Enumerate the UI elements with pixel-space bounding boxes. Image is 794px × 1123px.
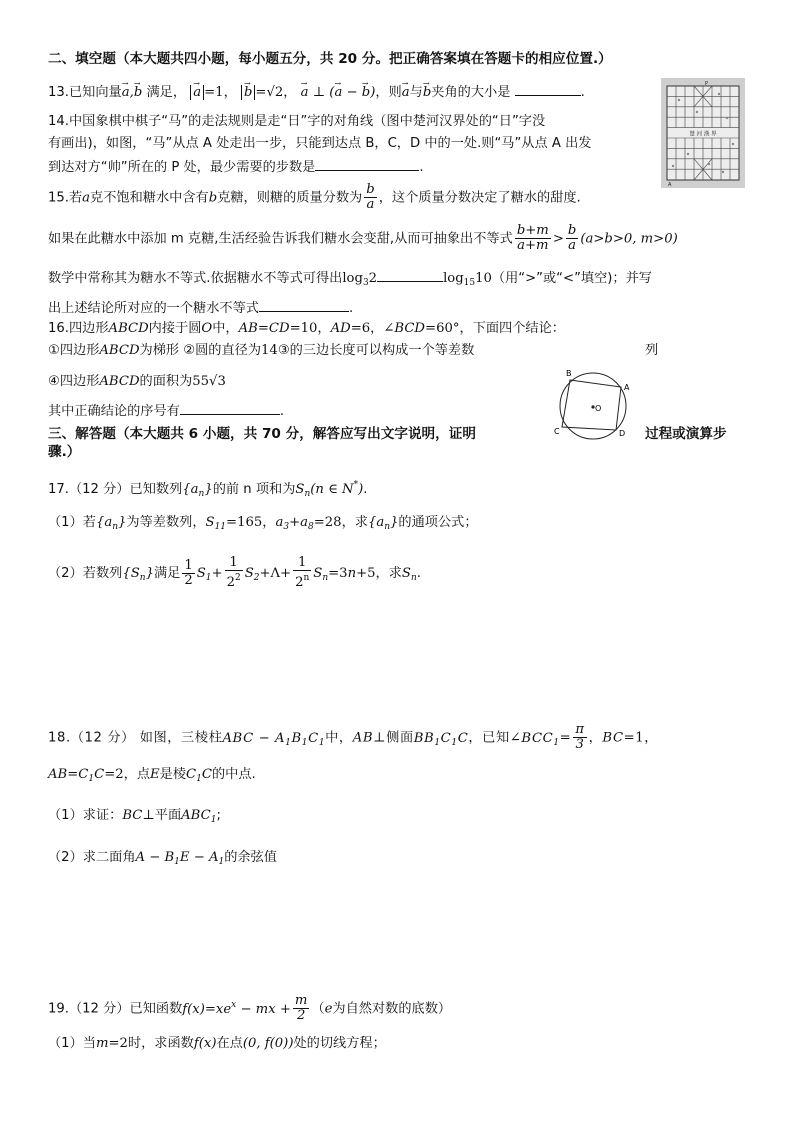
question-14-line-3: 到达对方“帅”所在的 P 处，最少需要的步数是 . — [48, 157, 424, 177]
question-17-part-2: （2）若数列$\{S_n\}$满足 $\frac{1}{2}$ $S_1+$ $\frac{1}{2^2}$ $S_2+\Lambda+$ $\frac{1}{2^n}$ $S_n=3n+5$，求$S_n$. — [48, 555, 421, 590]
question-19-stem: 19.（12 分）已知函数$f(x)=xe^x$ − mx + $\frac{m}{2}$ （e为自然对数的底数） — [48, 993, 452, 1023]
question-17-part-1: （1）若$\{a_n\}$为等差数列，$S_{11}=165$，$a_3+a_8=28$，求$\{a_n\}$的通项公式； — [48, 515, 478, 532]
circle-label-c: C — [554, 427, 560, 436]
question-14-line-1: 14.中国象棋中棋子“马”的走法规则是走“日”字的对角线（图中楚河汉界处的“日”字没 — [48, 114, 546, 129]
chess-label-a: A — [668, 182, 672, 188]
circle-label-d: D — [619, 429, 626, 438]
question-15-line-1: 15.若a克不饱和糖水中含有b克糖，则糖的质量分数为 $\frac{b}{a}$ ，这个质量分数决定了糖水的甜度. — [48, 182, 581, 212]
question-16-line-3: ④四边形ABCD的面积为55√3 — [48, 374, 226, 389]
section-3-heading: 三、解答题（本大题共 6 小题，共 70 分，解答应写出文字说明，证明 — [48, 426, 476, 442]
circle-label-o: O — [595, 404, 602, 413]
chess-river-label: 楚 河 漢 界 — [689, 131, 717, 138]
question-16-line-2: ①四边形ABCD为梯形 ②圆的直径为14③的三边长度可以构成一个等差数 — [48, 343, 475, 358]
inscribed-quadrilateral-figure — [548, 364, 638, 444]
question-18-line-2: $AB=C_1C=2$，点E是棱$C_1C$的中点. — [48, 767, 256, 784]
section-3-heading-cont: 骤.） — [48, 444, 81, 460]
question-16-line-2-tail: 列 — [645, 343, 659, 358]
question-19-part-1: （1）当m=2时，求函数f(x)在点(0, f(0))处的切线方程； — [48, 1036, 386, 1051]
chess-label-p: P — [705, 81, 709, 87]
question-15-line-4: 出上述结论所对应的一个糖水不等式 . — [48, 298, 353, 318]
question-13: 13.已知向量→ a,→ b 满足， → a =1， → b =√2， → a ⊥ (→ a − → b)，则→ a与→ b夹角的大小是 . — [48, 82, 585, 102]
chess-board-figure — [661, 78, 745, 188]
question-16-line-4: 其中正确结论的序号有 . — [48, 401, 284, 421]
question-15-line-3: 数学中常称其为糖水不等式.依据糖水不等式可得出$\log_32$ $\log_{15}10$（用“>”或“<”填空)；并写 — [48, 268, 652, 292]
answer-blank-14[interactable] — [315, 157, 419, 171]
section-2-heading: 二、填空题（本大题共四小题，每小题五分，共 20 分。把正确答案填在答题卡的相应位置.） — [48, 51, 612, 67]
circle-label-a: A — [624, 383, 630, 392]
answer-blank-15b[interactable] — [259, 298, 349, 312]
section-3-heading-tail: 过程或演算步 — [645, 426, 727, 442]
question-18-part-2: （2）求二面角$A - B_1E - A_1$的余弦值 — [48, 850, 277, 867]
question-15-line-2: 如果在此糖水中添加 m 克糖,生活经验告诉我们糖水会变甜,从而可抽象出不等式 $\frac{b+m}{a+m}$ > $\frac{b}{a}$ (a>b>0, m>0) — [48, 223, 678, 253]
question-18-stem: 18.（12 分） 如图，三棱柱ABC − $A_1B_1C_1$中，AB⊥侧面$BB_1C_1C$，已知$\angle BCC_1=$ $\frac{\pi}{3}$ ，BC=1， — [48, 722, 659, 752]
circle-label-b: B — [566, 369, 572, 378]
answer-blank-15a[interactable] — [377, 268, 443, 282]
answer-blank-16[interactable] — [180, 401, 280, 415]
question-17-stem: 17.（12 分）已知数列$\{a_n\}$的前 n 项和为$S_n(n$ ∈ N*). — [48, 480, 368, 499]
question-18-part-1: （1）求证：BC⊥平面$ABC_1$; — [48, 808, 221, 825]
answer-blank-13[interactable] — [515, 82, 581, 96]
question-14-line-2: 有画出)，如图，“马”从点 A 处走出一步，只能到达点 B，C，D 中的一处.则“马”从点 A 出发 — [48, 136, 592, 151]
question-16-line-1: 16.四边形ABCD内接于圆O中，AB=CD=10，AD=6，∠BCD=60°，下面四个结论： — [48, 321, 565, 336]
